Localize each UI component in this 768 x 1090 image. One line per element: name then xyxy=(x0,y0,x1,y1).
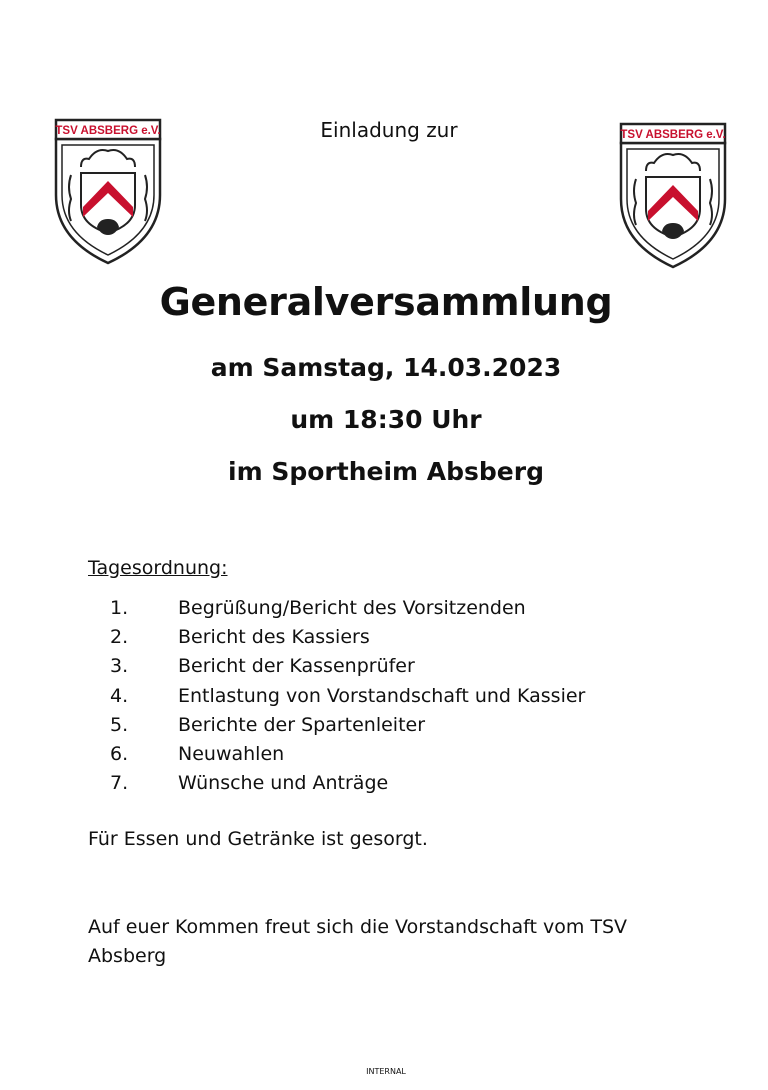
agenda-item-number: 5. xyxy=(110,713,129,736)
agenda-item-text: Berichte der Spartenleiter xyxy=(178,713,426,736)
closing-note: Auf euer Kommen freut sich die Vorstandschaft vom TSV Absberg xyxy=(88,916,628,967)
agenda-item-number: 7. xyxy=(110,772,129,795)
crest-text: TSV ABSBERG e.V. xyxy=(620,129,726,141)
agenda-item-number: 3. xyxy=(110,655,129,678)
agenda-item-text: Neuwahlen xyxy=(178,742,285,765)
club-logo-right xyxy=(617,121,729,271)
agenda-item-text: Wünsche und Anträge xyxy=(178,772,389,795)
agenda-item-text: Begrüßung/Bericht des Vorsitzenden xyxy=(178,597,526,619)
event-date: am Samstag, 14.03.2023 xyxy=(210,353,562,382)
food-note: Für Essen und Getränke ist gesorgt. xyxy=(88,828,428,850)
page-title: Generalversammlung xyxy=(159,280,613,324)
agenda-item-number: 2. xyxy=(110,626,129,649)
club-crest-icon xyxy=(617,121,729,271)
agenda-item-text: Bericht der Kassenprüfer xyxy=(178,655,415,678)
agenda-item-text: Bericht des Kassiers xyxy=(178,626,370,649)
agenda-item-number: 4. xyxy=(110,684,129,707)
footer-label: INTERNAL xyxy=(366,1067,406,1076)
agenda-item-text: Entlastung von Vorstandschaft und Kassier xyxy=(178,684,586,707)
agenda-item-number: 6. xyxy=(110,742,129,765)
crest-text: TSV ABSBERG e.V. xyxy=(55,125,161,137)
agenda-item-number: 1. xyxy=(110,597,129,619)
invitation-intro: Einladung zur xyxy=(320,118,458,142)
event-time: um 18:30 Uhr xyxy=(290,405,482,434)
event-place: im Sportheim Absberg xyxy=(228,457,544,486)
agenda-heading: Tagesordnung: xyxy=(88,557,228,579)
